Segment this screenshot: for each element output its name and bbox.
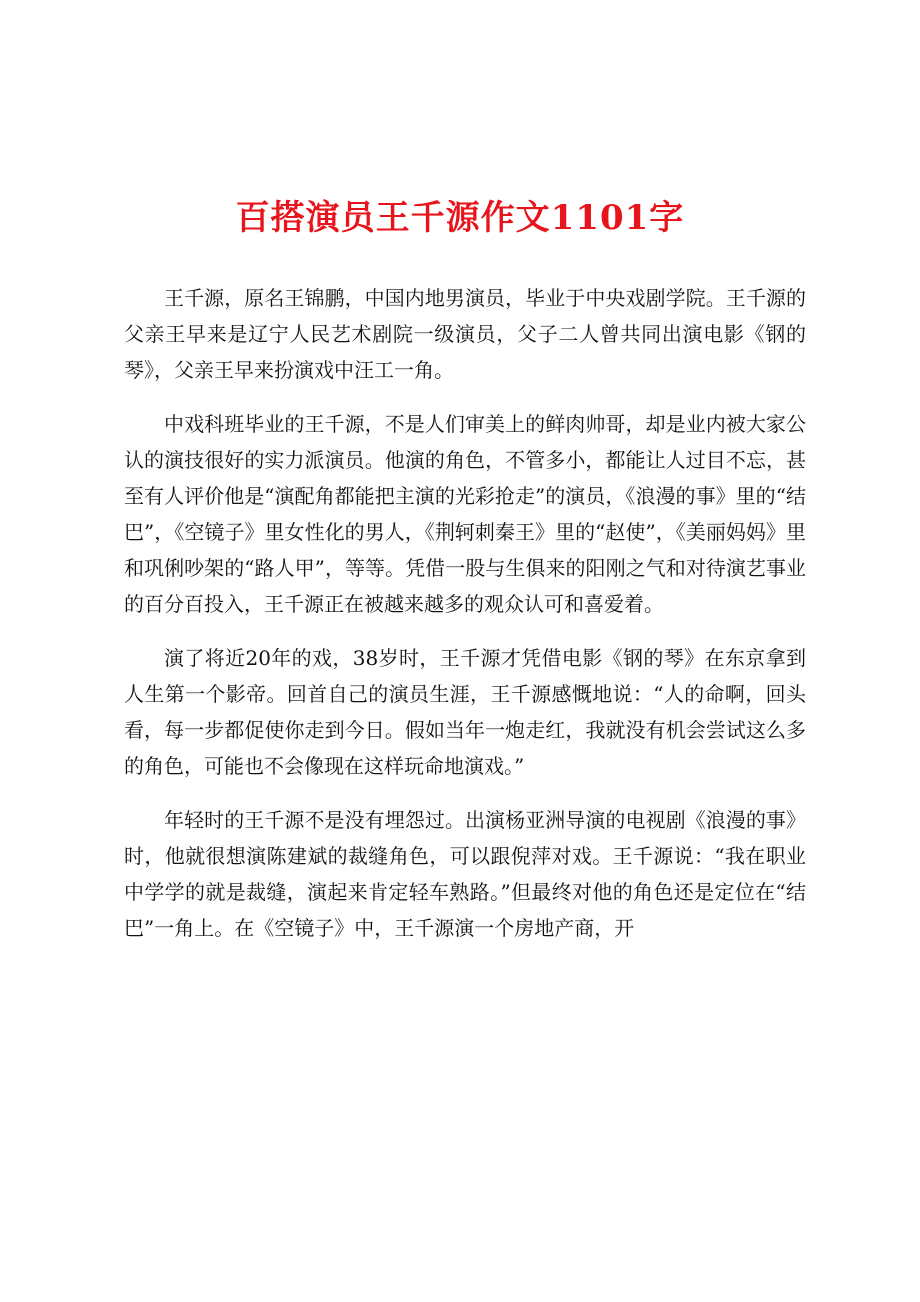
document-title: 百搭演员王千源作文1101字 — [235, 198, 685, 238]
paragraph: 中戏科班毕业的王千源，不是人们审美上的鲜肉帅哥，却是业内被大家公认的演技很好的实力派演员。他演的角色，不管多小，都能让人过目不忘，甚至有人评价他是“演配角都能把主演的光彩抢走”的演员，《浪漫的事》里的“结巴”，《空镜子》里女性化的男人，《荆轲刺秦王》里的“赵使”，《美丽妈妈》里和巩俐吵架的“路人甲”，等等。凭借一股与生俱来的阳刚之气和对待演艺事业的百分百投入，王千源正在被越来越多的观众认可和喜爱着。 — [124, 412, 806, 616]
paragraph: 年轻时的王千源不是没有埋怨过。出演杨亚洲导演的电视剧《浪漫的事》时，他就很想演陈建斌的裁缝角色，可以跟倪萍对戏。王千源说：“我在职业中学学的就是裁缝，演起来肯定轻车熟路。”但最终对他的角色还是定位在“结巴”一角上。在《空镜子》中，王千源演一个房地产商，开 — [124, 808, 806, 940]
paragraph: 王千源，原名王锦鹏，中国内地男演员，毕业于中央戏剧学院。王千源的父亲王早来是辽宁人民艺术剧院一级演员，父子二人曾共同出演电影《钢的琴》，父亲王早来扮演戏中汪工一角。 — [124, 286, 806, 382]
paragraph: 演了将近20年的戏，38岁时，王千源才凭借电影《钢的琴》在东京拿到人生第一个影帝。回首自己的演员生涯，王千源感慨地说：“人的命啊，回头看，每一步都促使你走到今日。假如当年一炮走红，我就没有机会尝试这么多的角色，可能也不会像现在这样玩命地演戏。” — [124, 646, 806, 778]
document-body — [124, 280, 806, 964]
